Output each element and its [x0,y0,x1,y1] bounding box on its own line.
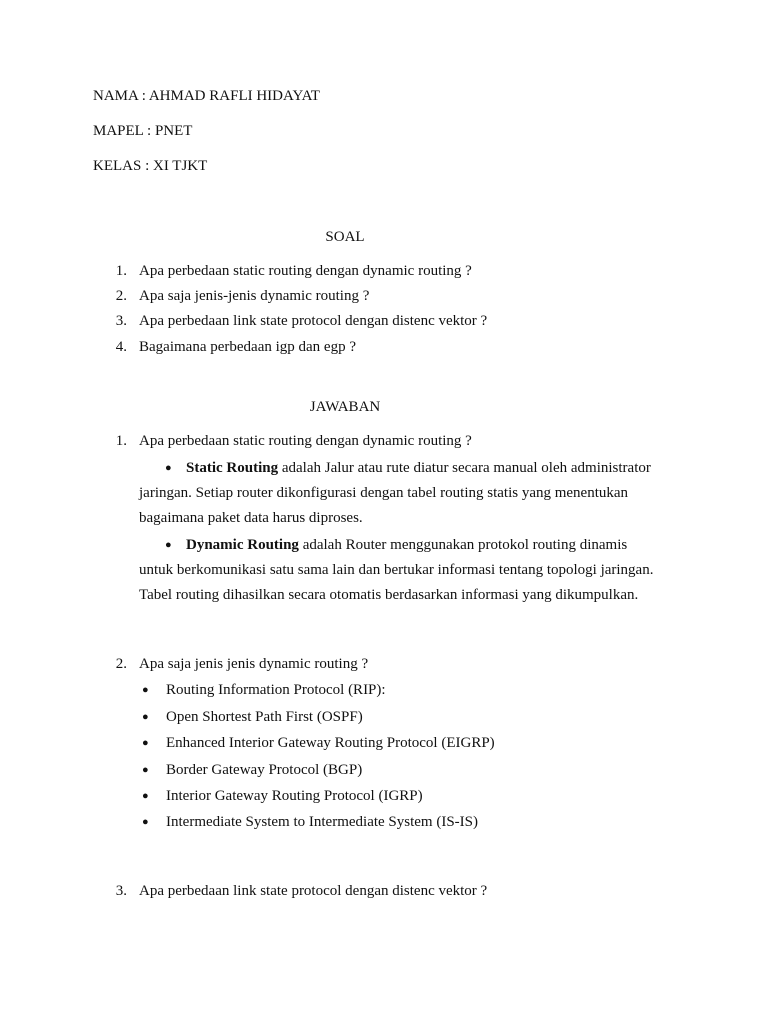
list-item: Border Gateway Protocol (BGP) [166,762,363,778]
static-routing-term: Static Routing [186,460,279,476]
static-routing-text: adalah Jalur atau rute diatur secara manual oleh administrator [278,460,651,476]
jawaban-title: JAWABAN [309,399,381,415]
bullet-icon: ● [142,790,149,802]
bullet-icon: ● [142,764,149,776]
list-item: Interior Gateway Routing Protocol (IGRP) [166,788,423,804]
dynamic-routing-term: Dynamic Routing [186,537,299,553]
static-routing-text: bagaimana paket data harus diproses. [139,510,363,526]
jawaban-question: Apa saja jenis jenis dynamic routing ? [139,656,369,672]
bullet-icon: ● [165,462,172,474]
soal-number: 1. [115,263,127,279]
dynamic-routing-text: untuk berkomunikasi satu sama lain dan bertukar informasi tentang topologi jaringan. [139,562,654,578]
jawaban-question: Apa perbedaan static routing dengan dynamic routing ? [139,433,472,449]
soal-number: 3. [115,313,127,329]
soal-question: Apa perbedaan link state protocol dengan distenc vektor ? [139,313,488,329]
static-routing-text: jaringan. Setiap router dikonfigurasi dengan tabel routing statis yang menentukan [139,485,629,501]
bullet-icon: ● [142,816,149,828]
bullet-icon: ● [142,737,149,749]
jawaban-number: 3. [115,883,127,899]
soal-question: Apa saja jenis-jenis dynamic routing ? [139,288,370,304]
soal-title: SOAL [325,229,365,245]
student-name: NAMA : AHMAD RAFLI HIDAYAT [93,88,320,104]
list-item: Open Shortest Path First (OSPF) [166,709,363,725]
list-item: Intermediate System to Intermediate System (IS-IS) [166,814,479,830]
dynamic-routing-answer [186,535,627,555]
jawaban-question: Apa perbedaan link state protocol dengan distenc vektor ? [139,883,488,899]
dynamic-routing-text: adalah Router menggunakan protokol routing dinamis [298,537,628,553]
soal-question: Bagaimana perbedaan igp dan egp ? [139,339,356,355]
dynamic-routing-text: Tabel routing dihasilkan secara otomatis berdasarkan informasi yang dikumpulkan. [139,587,639,603]
subject: MAPEL : PNET [93,123,193,139]
soal-number: 4. [115,339,127,355]
class: KELAS : XI TJKT [93,158,208,174]
bullet-icon: ● [142,711,149,723]
list-item: Routing Information Protocol (RIP): [166,682,386,698]
soal-number: 2. [115,288,127,304]
static-routing-answer [186,458,651,478]
bullet-icon: ● [142,684,149,696]
list-item: Enhanced Interior Gateway Routing Protocol (EIGRP) [166,735,495,751]
jawaban-number: 1. [115,433,127,449]
jawaban-number: 2. [115,656,127,672]
bullet-icon: ● [165,539,172,551]
soal-question: Apa perbedaan static routing dengan dynamic routing ? [139,263,472,279]
